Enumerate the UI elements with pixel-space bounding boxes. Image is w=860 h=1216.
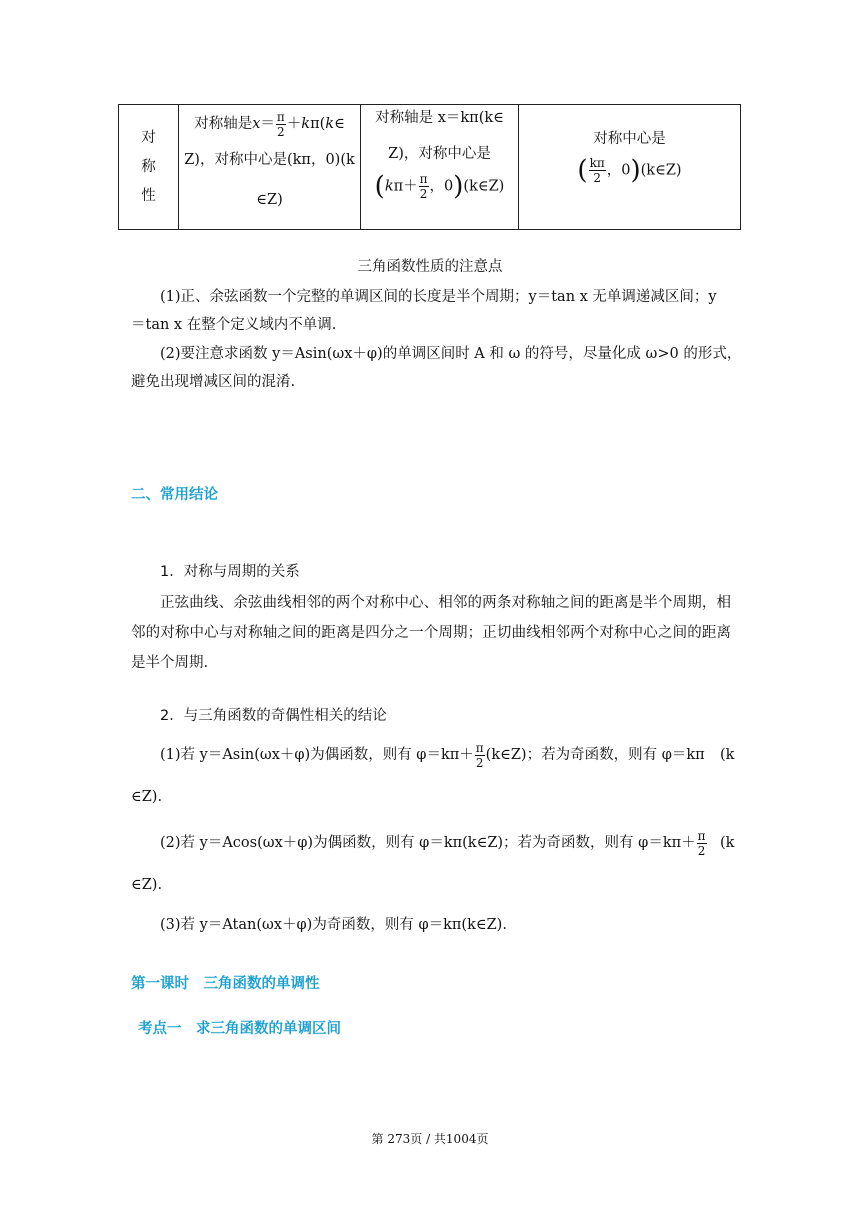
- fraction-den: 2: [697, 843, 706, 858]
- sine-symmetry-cell: [179, 106, 360, 229]
- fraction-num: π: [419, 172, 428, 186]
- conclusion-2-wrap: (k: [720, 835, 735, 851]
- fraction-num: π: [697, 828, 706, 843]
- tangent-center-label: 对称中心是: [593, 131, 666, 147]
- fraction-num: π: [475, 740, 484, 755]
- cosine-center-label: Z)，对称中心是: [388, 146, 491, 162]
- notes-title: 三角函数性质的注意点: [357, 259, 503, 275]
- cosine-tail: (k∈Z): [463, 178, 505, 195]
- fraction-den: 2: [277, 124, 285, 139]
- fraction-den: 2: [419, 187, 428, 201]
- fraction-pi-over-2: [419, 173, 429, 200]
- notes-p2-line1: (2)要注意求函数 y＝Asin(ωx＋φ)的单调区间时 A 和 ω 的符号，尽量化成 ω>0 的形式，: [160, 346, 742, 362]
- conclusion-1-part-b: (k∈Z)；若为奇函数，则有 φ＝kπ: [485, 747, 705, 763]
- notes-p1-line2: ＝tan x 在整个定义域内不单调.: [131, 317, 337, 333]
- fraction-den: 2: [475, 755, 484, 770]
- row-header-char: 称: [141, 158, 156, 175]
- fraction-pi-over-2: [697, 830, 707, 857]
- notes-p2-line2: 避免出现增减区间的混淆.: [131, 374, 296, 390]
- fraction-kpi-over-2: [589, 157, 606, 184]
- sine-center-line: Z)，对称中心是(kπ，0)(k: [184, 152, 355, 168]
- table-row-header: [119, 105, 178, 229]
- tangent-symmetry-cell: [519, 106, 740, 229]
- fraction-pi-over-2: [276, 111, 286, 138]
- cosine-symmetry-cell: [361, 106, 518, 229]
- right-paren: ): [630, 155, 641, 186]
- sine-axis-line: 对称轴是x＝ $\frac{\pi}{2}$ ＋kπ(k∈: [194, 109, 345, 139]
- item2-title: 2．与三角函数的奇偶性相关的结论: [160, 708, 387, 724]
- cosine-axis-line: 对称轴是 x＝kπ(k∈: [375, 110, 504, 126]
- fraction-num: π: [276, 109, 285, 124]
- fraction-den: 2: [593, 171, 601, 185]
- item1-text: 正弦曲线、余弦曲线相邻的两个对称中心、相邻的两条对称轴之间的距离是半个周期，相邻的对称中心与对称轴之间的距离是四分之一个周期；正切曲线相邻两个对称中心之间的距离是半个周期.: [131, 595, 731, 671]
- row-header-char: 性: [141, 187, 156, 204]
- section2-heading: 二、常用结论: [131, 487, 218, 503]
- notes-p1-line1: (1)正、余弦函数一个完整的单调区间的长度是半个周期；y＝tan x 无单调递减区间；y: [160, 289, 717, 305]
- tangent-zero: ，0: [606, 162, 631, 179]
- conclusion-2-part-a: (2)若 y＝Acos(ωx＋φ)为偶函数，则有 φ＝kπ(k∈Z)；若为奇函数，则有 φ＝kπ＋: [160, 835, 696, 851]
- conclusion-2: [160, 828, 708, 858]
- left-paren: (: [577, 155, 588, 186]
- tangent-tail: (k∈Z): [640, 162, 682, 179]
- conclusion-1-part-a: (1)若 y＝Asin(ωx＋φ)为偶函数，则有 φ＝kπ＋: [160, 747, 474, 763]
- sine-axis-prefix: 对称轴是: [194, 116, 253, 132]
- tangent-center-value: [519, 157, 740, 184]
- conclusion-1-wrap: (k: [720, 747, 735, 763]
- sine-tail-line: ∈Z): [256, 192, 283, 208]
- topic-heading: 考点一 求三角函数的单调区间: [138, 1021, 341, 1037]
- page-number: 第 273页 / 共1004页: [371, 1132, 489, 1146]
- fraction-num: kπ: [589, 156, 605, 170]
- cosine-center-value: (kπ＋ $\frac{\pi}{2}$ ，0)(k∈Z): [374, 171, 505, 202]
- right-paren: ): [453, 171, 464, 202]
- lesson-heading: 第一课时 三角函数的单调性: [131, 976, 320, 992]
- row-header-char: 对: [141, 129, 156, 146]
- conclusion-2-tail: ∈Z).: [131, 877, 163, 893]
- conclusion-1: [160, 740, 705, 770]
- item1-title: 1．对称与周期的关系: [160, 564, 300, 580]
- conclusion-1-tail: ∈Z).: [131, 789, 163, 805]
- left-paren: (: [374, 171, 385, 202]
- conclusion-3: (3)若 y＝Atan(ωx＋φ)为奇函数，则有 φ＝kπ(k∈Z).: [160, 917, 507, 933]
- fraction-pi-over-2: [475, 742, 485, 769]
